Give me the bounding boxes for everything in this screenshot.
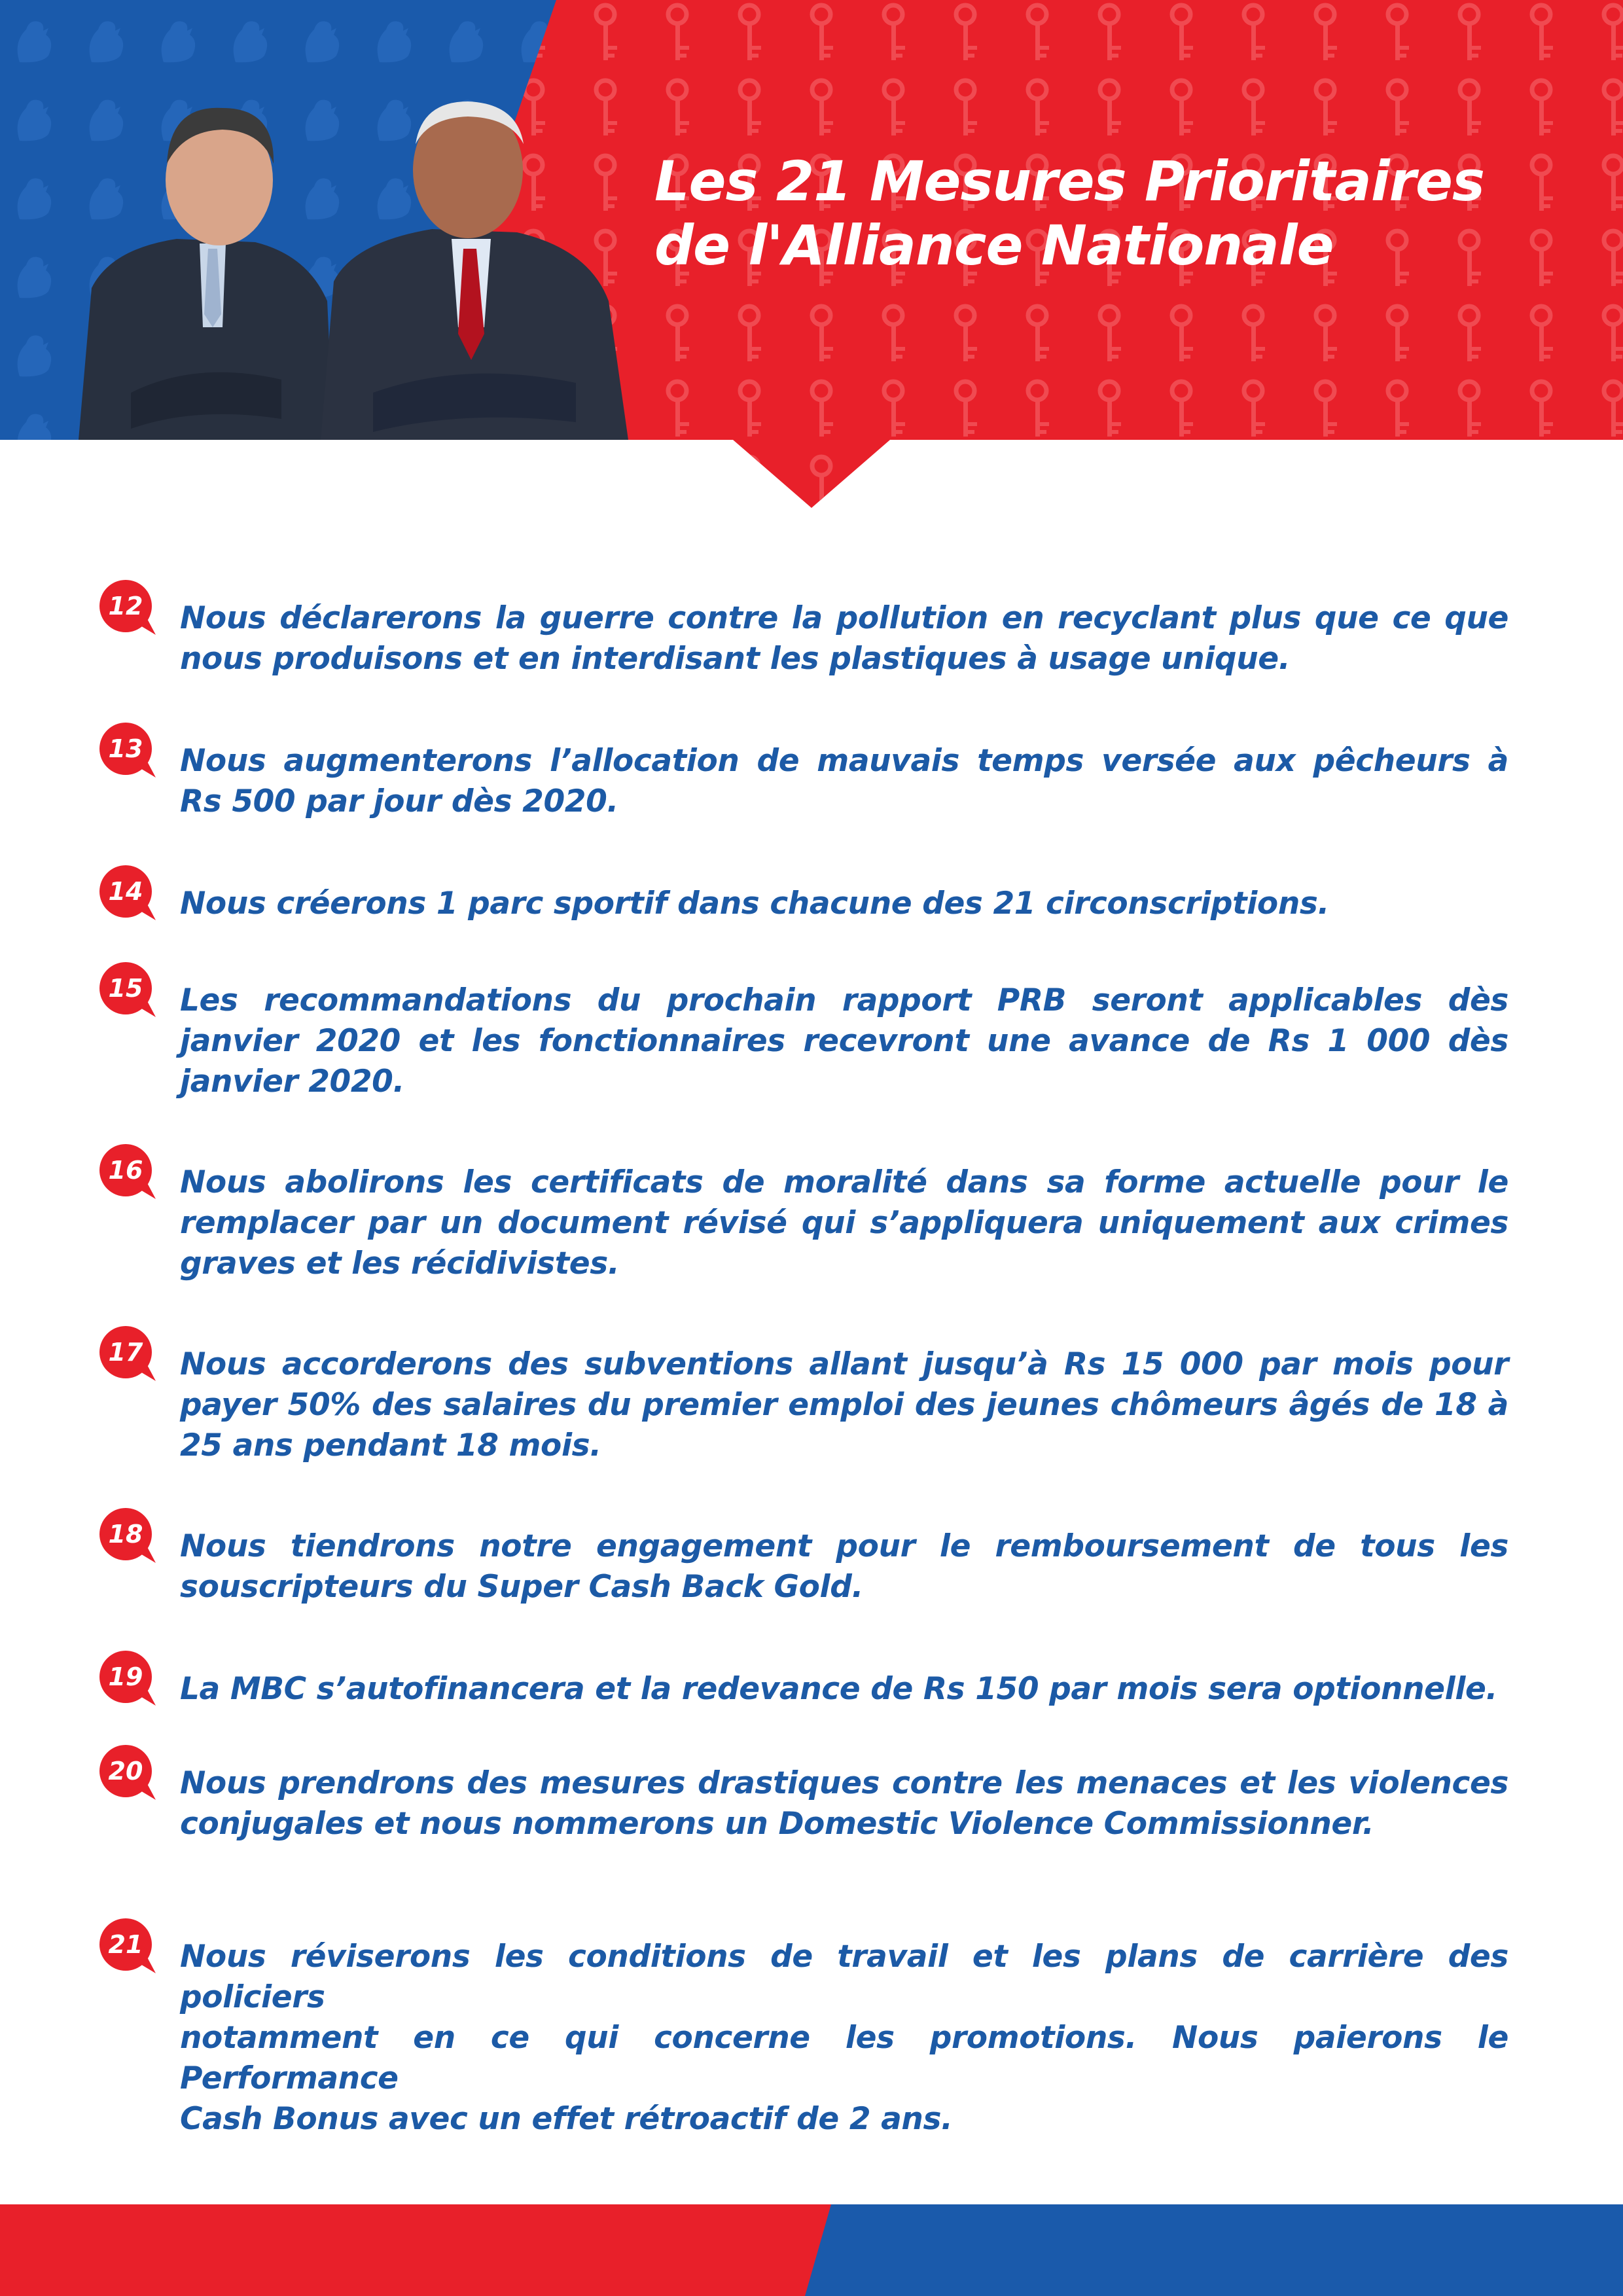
measure-text-line: notamment en ce qui concerne les promotions. Nous paierons le Performance <box>180 2020 1508 2096</box>
measure-number: 15 <box>108 974 143 1003</box>
measure-text-line: Nous augmenterons l’allocation de mauvais temps versée aux pêcheurs à <box>180 743 1508 779</box>
number-badge <box>97 1144 157 1204</box>
measure-text <box>180 1162 1508 1284</box>
measure-number: 21 <box>108 1930 143 1959</box>
measure-text-line: Nous abolirons les certificats de moralité dans sa forme actuelle pour le <box>180 1164 1508 1200</box>
measure-text-line: Nous tiendrons notre engagement pour le remboursement de tous les <box>180 1528 1508 1564</box>
measure-number: 16 <box>108 1156 143 1185</box>
number-badge <box>97 580 157 640</box>
title-line-1: Les 21 Mesures Prioritaires <box>654 149 1485 213</box>
measure-text-line: souscripteurs du Super Cash Back Gold. <box>180 1569 863 1605</box>
measure-text-line: nous produisons et en interdisant les plastiques à usage unique. <box>180 641 1291 677</box>
number-badge <box>97 865 157 925</box>
title-line-2: de l'Alliance Nationale <box>654 213 1334 278</box>
measure-text <box>180 1763 1508 1844</box>
measure-number: 13 <box>108 734 143 763</box>
number-badge <box>97 1745 157 1805</box>
number-badge <box>97 1326 157 1386</box>
measure-text-line: Les recommandations du prochain rapport PRB seront applicables dès <box>180 982 1508 1018</box>
number-badge <box>97 1651 157 1711</box>
measure-text-line: Nous réviserons les conditions de travail et les plans de carrière des policiers <box>180 1939 1508 2015</box>
measure-text <box>180 598 1508 679</box>
number-badge <box>97 1508 157 1568</box>
measure-text <box>180 1344 1508 1466</box>
number-badge <box>97 962 157 1022</box>
measure-text-line: remplacer par un document révisé qui s’appliquera uniquement aux crimes <box>180 1205 1508 1241</box>
footer-band-graphic <box>0 2204 1623 2296</box>
number-badge <box>97 723 157 783</box>
measure-text-line: Nous accorderons des subventions allant jusqu’à Rs 15 000 par mois pour <box>180 1346 1508 1382</box>
measure-text <box>180 1526 1508 1607</box>
measure-text <box>180 1669 1508 1710</box>
leaders-portrait-image <box>65 52 694 440</box>
measure-text-line: La MBC s’autofinancera et la redevance de Rs 150 par mois sera optionnelle. <box>180 1671 1497 1707</box>
measure-text-line: Nous prendrons des mesures drastiques contre les menaces et les violences <box>180 1765 1508 1801</box>
header-banner <box>0 0 1623 511</box>
number-badge <box>97 1918 157 1979</box>
measure-text-line: Nous déclarerons la guerre contre la pollution en recyclant plus que ce que <box>180 600 1508 636</box>
measure-text-line: conjugales et nous nommerons un Domestic Violence Commissionner. <box>180 1806 1374 1842</box>
measure-text-line: Nous créerons 1 parc sportif dans chacune des 21 circonscriptions. <box>180 886 1329 922</box>
measure-number: 18 <box>108 1520 143 1549</box>
measure-text <box>180 1937 1508 2140</box>
measure-text-line: janvier 2020 et les fonctionnaires recevront une avance de Rs 1 000 dès <box>180 1023 1508 1059</box>
measure-text-line: graves et les récidivistes. <box>180 1246 620 1282</box>
measure-number: 17 <box>108 1338 143 1367</box>
measure-text-line: payer 50% des salaires du premier emploi des jeunes chômeurs âgés de 18 à <box>180 1387 1508 1423</box>
measure-number: 14 <box>108 877 143 906</box>
measure-number: 20 <box>108 1757 143 1785</box>
measure-text-line: 25 ans pendant 18 mois. <box>180 1427 601 1463</box>
measure-number: 19 <box>108 1662 143 1691</box>
page-title <box>654 149 1584 278</box>
measure-text <box>180 980 1508 1102</box>
measure-text <box>180 741 1508 822</box>
measure-text <box>180 884 1508 924</box>
footer-band <box>0 2204 1623 2296</box>
measure-text-line: Cash Bonus avec un effet rétroactif de 2 ans. <box>180 2101 953 2137</box>
measure-text-line: Rs 500 par jour dès 2020. <box>180 783 618 819</box>
measure-text-line: janvier 2020. <box>180 1064 404 1100</box>
measure-number: 12 <box>108 592 143 620</box>
